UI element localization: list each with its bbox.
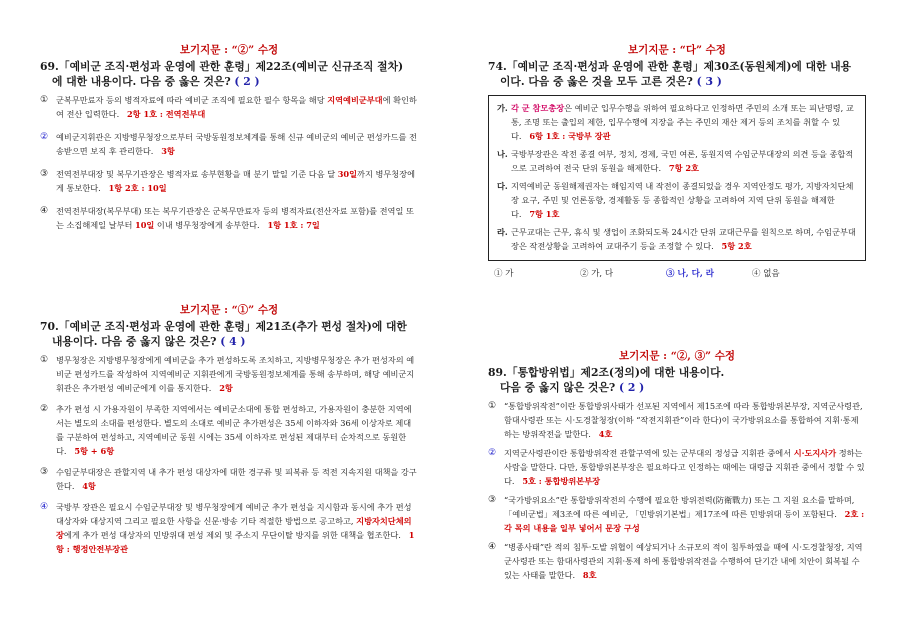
option-1: ① “통합방위작전”이란 통합방위사태가 선포된 지역에서 제15조에 따라 통합방위본부장, 지역군사령관, 함대사령관 또는 시·도경찰청장(이하 “작전지휘관”이라 한다)이 국가방위요소를 통합하여 지휘·통제하는 방위작전을 말한다. 4호	[488, 401, 863, 439]
choice-4: ④ 없음	[752, 269, 780, 279]
statement-ga: 가. 각 군 참모총장은 예비군 입무수행을 위하여 필요하다고 인정하면 주민의 소개 또는 피난명령, 교통, 조명 또는 출입의 제한, 입무수행에 지장을 주는 주민의 재산 제거 등의 조치를 취할 수 있다. 6항 1호 : 국방부 장관	[497, 103, 854, 141]
answer-mark: ( 3 )	[696, 75, 722, 88]
fix-note: 2항	[219, 383, 233, 393]
fix-note: 7항 1호	[529, 209, 560, 219]
fix-note: 5항 + 6항	[74, 446, 115, 456]
fix-note: 4호	[598, 429, 613, 439]
edit-note: 보기지문 : “다” 수정	[628, 44, 726, 56]
fix-note: 8호	[582, 570, 597, 580]
edit-note: 보기지문 : “②” 수정	[179, 44, 279, 56]
choice-1: ① 가	[494, 269, 514, 279]
option-1: ① 병무청장은 지방병무청장에게 예비군을 추가 편성하도록 조치하고, 지방병무청장은 추가 편성자의 예비군 편성카드를 작성하여 지역예비군 지휘관에게 국방동원정보체계를 통해 송부하며, 해당 예비군지휘관은 추가편성 예비군에게 이를 통지한다. 2항	[40, 355, 415, 393]
answer-mark: ( 2 )	[234, 75, 260, 88]
fix-note: 2항 1호 : 전역전부대	[126, 109, 206, 119]
option-4: ④ 국방부 장관은 필요시 수임군부대장 및 병무청장에게 예비군 추가 편성을 지시함과 동시에 추가 편성 대상자와 대상지역 그리고 필요한 사항을 신문·방송 기타 적절한 방법으로 공고하고, 지방자치단체의 장에게 추가 편성 대상자의 민방위대 편성 제외 및 주소지 무단이탈 방지를 위한 대책을 협조한다. 1항 : 행정안전부장관	[40, 502, 415, 554]
option-list	[40, 353, 418, 556]
edit-note: 보기지문 : “①” 수정	[179, 304, 279, 316]
question-title: 89.「통합방위법」제2조(정의)에 대한 내용이다. 다음 중 옳지 않은 것은? ( 2 )	[488, 366, 725, 394]
fix-note: 1항 2호 : 10일	[108, 183, 167, 193]
option-3: ③ 수임군부대장은 관할지역 내 추가 편성 대상자에 대한 경구류 및 피복류 등 적전 지속지원 대책을 강구한다. 4항	[40, 467, 417, 491]
question-89	[488, 348, 866, 587]
question-title: 69.「예비군 조직·편성과 운영에 관한 훈령」제22조(예비군 신규조직 절차) 에 대한 내용이다. 다음 중 옳은 것은? ( 2 )	[40, 60, 404, 88]
option-4: ④ 전역전부대장(복무부대) 또는 복무기관장은 군복무만료자 등의 병적자료(전산자료 포함)를 전역일 또는 소집해제일 날부터 10일 이내 병무청장에게 송부한다. 1항 1호 : 7일	[40, 206, 414, 230]
option-2: ② 추가 편성 시 가용자원이 부족한 지역에서는 예비군소대에 통합 편성하고, 가용자원이 충분한 지역에서는 별도의 소대를 편성한다. 별도의 소대로 예비군 추가편성은 35세 이하자와 36세 이상자로 제대를 구분하여 편성하고, 지역예비군 동원 시에는 35세 이하자로 편성된 제대부터 순차적으로 동원한다. 5항 + 6항	[40, 404, 412, 456]
statement-box	[488, 95, 866, 261]
statement-na: 나. 국방부장관은 작전 종결 여부, 정치, 경제, 국민 여론, 동원지역 수임군부대장의 의견 등을 종합적으로 고려하여 전국 단위 동원을 해제한다. 7항 2호	[497, 149, 854, 173]
fix-note: 1항 1호 : 7일	[267, 220, 320, 230]
option-list	[488, 399, 866, 582]
edit-note: 보기지문 : “②, ③” 수정	[618, 350, 736, 362]
fix-note: 2호 : 각 목의 내용을 일부 넣어서 문장 구성	[504, 509, 865, 533]
fix-note: 1항 : 행정안전부장관	[56, 530, 415, 554]
option-4: ④ “병종사태”란 적의 침투·도발 위협이 예상되거나 소규모의 적이 침투하였을 때에 시·도경찰청장, 지역군사령관 또는 함대사령관의 지휘·통제 하에 통합방위작전을 수행하여 단기간 내에 치안이 회복될 수 있는 사태를 말한다. 8호	[488, 542, 863, 580]
question-title: 70.「예비군 조직·편성과 운영에 관한 훈령」제21조(추가 편성 절차)에 대한 내용이다. 다음 중 옳지 않은 것은? ( 4 )	[40, 320, 407, 348]
fix-note: 5항 2호	[721, 241, 752, 251]
choice-3: ③ 나, 다, 라	[666, 269, 714, 279]
question-69	[40, 42, 418, 237]
option-list	[40, 93, 418, 232]
choice-list	[488, 267, 866, 279]
statement-ra: 라. 근무교대는 근무, 휴식 및 생업이 조화되도록 24시간 단위 교대근무를 원칙으로 하며, 수임군부대장은 작전상황을 고려하여 교대주기 등을 조정할 수 있다. 5항 2호	[497, 227, 856, 251]
option-1: ① 군복무만료자 등의 병적자료에 따라 예비군 조직에 필요한 필수 항목을 해당 지역예비군부대에 확인하여 전산 입력한다. 2항 1호 : 전역전부대	[40, 95, 417, 119]
fix-note: 4항	[82, 481, 96, 491]
option-3: ③ 전역전부대장 및 복무기관장은 병적자료 송부현황을 매 분기 말일 기준 다음 달 30일까지 병무청장에게 통보한다. 1항 2호 : 10일	[40, 169, 416, 193]
answer-mark: ( 2 )	[619, 381, 645, 394]
fix-note: 7항 2호	[668, 163, 699, 173]
fix-note: 6항 1호 : 국방부 장관	[529, 131, 611, 141]
fix-note: 3항	[161, 146, 175, 156]
question-title: 74.「예비군 조직·편성과 운영에 관한 훈령」제30조(동원체계)에 대한 내용 이다. 다음 중 옳은 것을 모두 고른 것은? ( 3 )	[488, 60, 852, 88]
question-74	[488, 42, 866, 279]
option-3: ③ “국가방위요소”란 통합방위작전의 수행에 필요한 방위전력(防衛戰力) 또는 그 지원 요소를 말하며, 「예비군법」제3조에 따른 예비군, 「민방위기본법」제17조에 따른 민방위대 등이 포함된다. 2호 : 각 목의 내용을 일부 넣어서 문장 구성	[488, 495, 865, 533]
answer-mark: ( 4 )	[220, 335, 246, 348]
statement-da: 다. 지역예비군 동원해제권자는 해임지역 내 작전이 종결되었을 경우 지역안정도 평가, 지방자치단체장 요구, 주민 및 언론동향, 경제활동 등 종합적인 상황을 고려하여 지역 단위 동원을 해제한다. 7항 1호	[497, 181, 854, 219]
choice-2: ② 가, 다	[580, 269, 614, 279]
option-2: ② 지역군사령관이란 통합방위작전 관할구역에 있는 군부대의 정성급 지휘관 중에서 시·도지사가 정하는 사람을 말한다. 다만, 통합방위본부장은 필요하다고 인정하는 때에는 대령급 지휘관 중에서 정할 수 있다. 5호 : 통합방위본부장	[488, 448, 865, 486]
option-2: ② 예비군지휘관은 지방병무청장으로부터 국방동원정보체계를 통해 신규 예비군의 예비군 편성카드를 전송받으면 보직 후 관리한다. 3항	[40, 132, 417, 156]
question-70	[40, 302, 418, 561]
fix-note: 5호 : 통합방위본부장	[522, 476, 601, 486]
